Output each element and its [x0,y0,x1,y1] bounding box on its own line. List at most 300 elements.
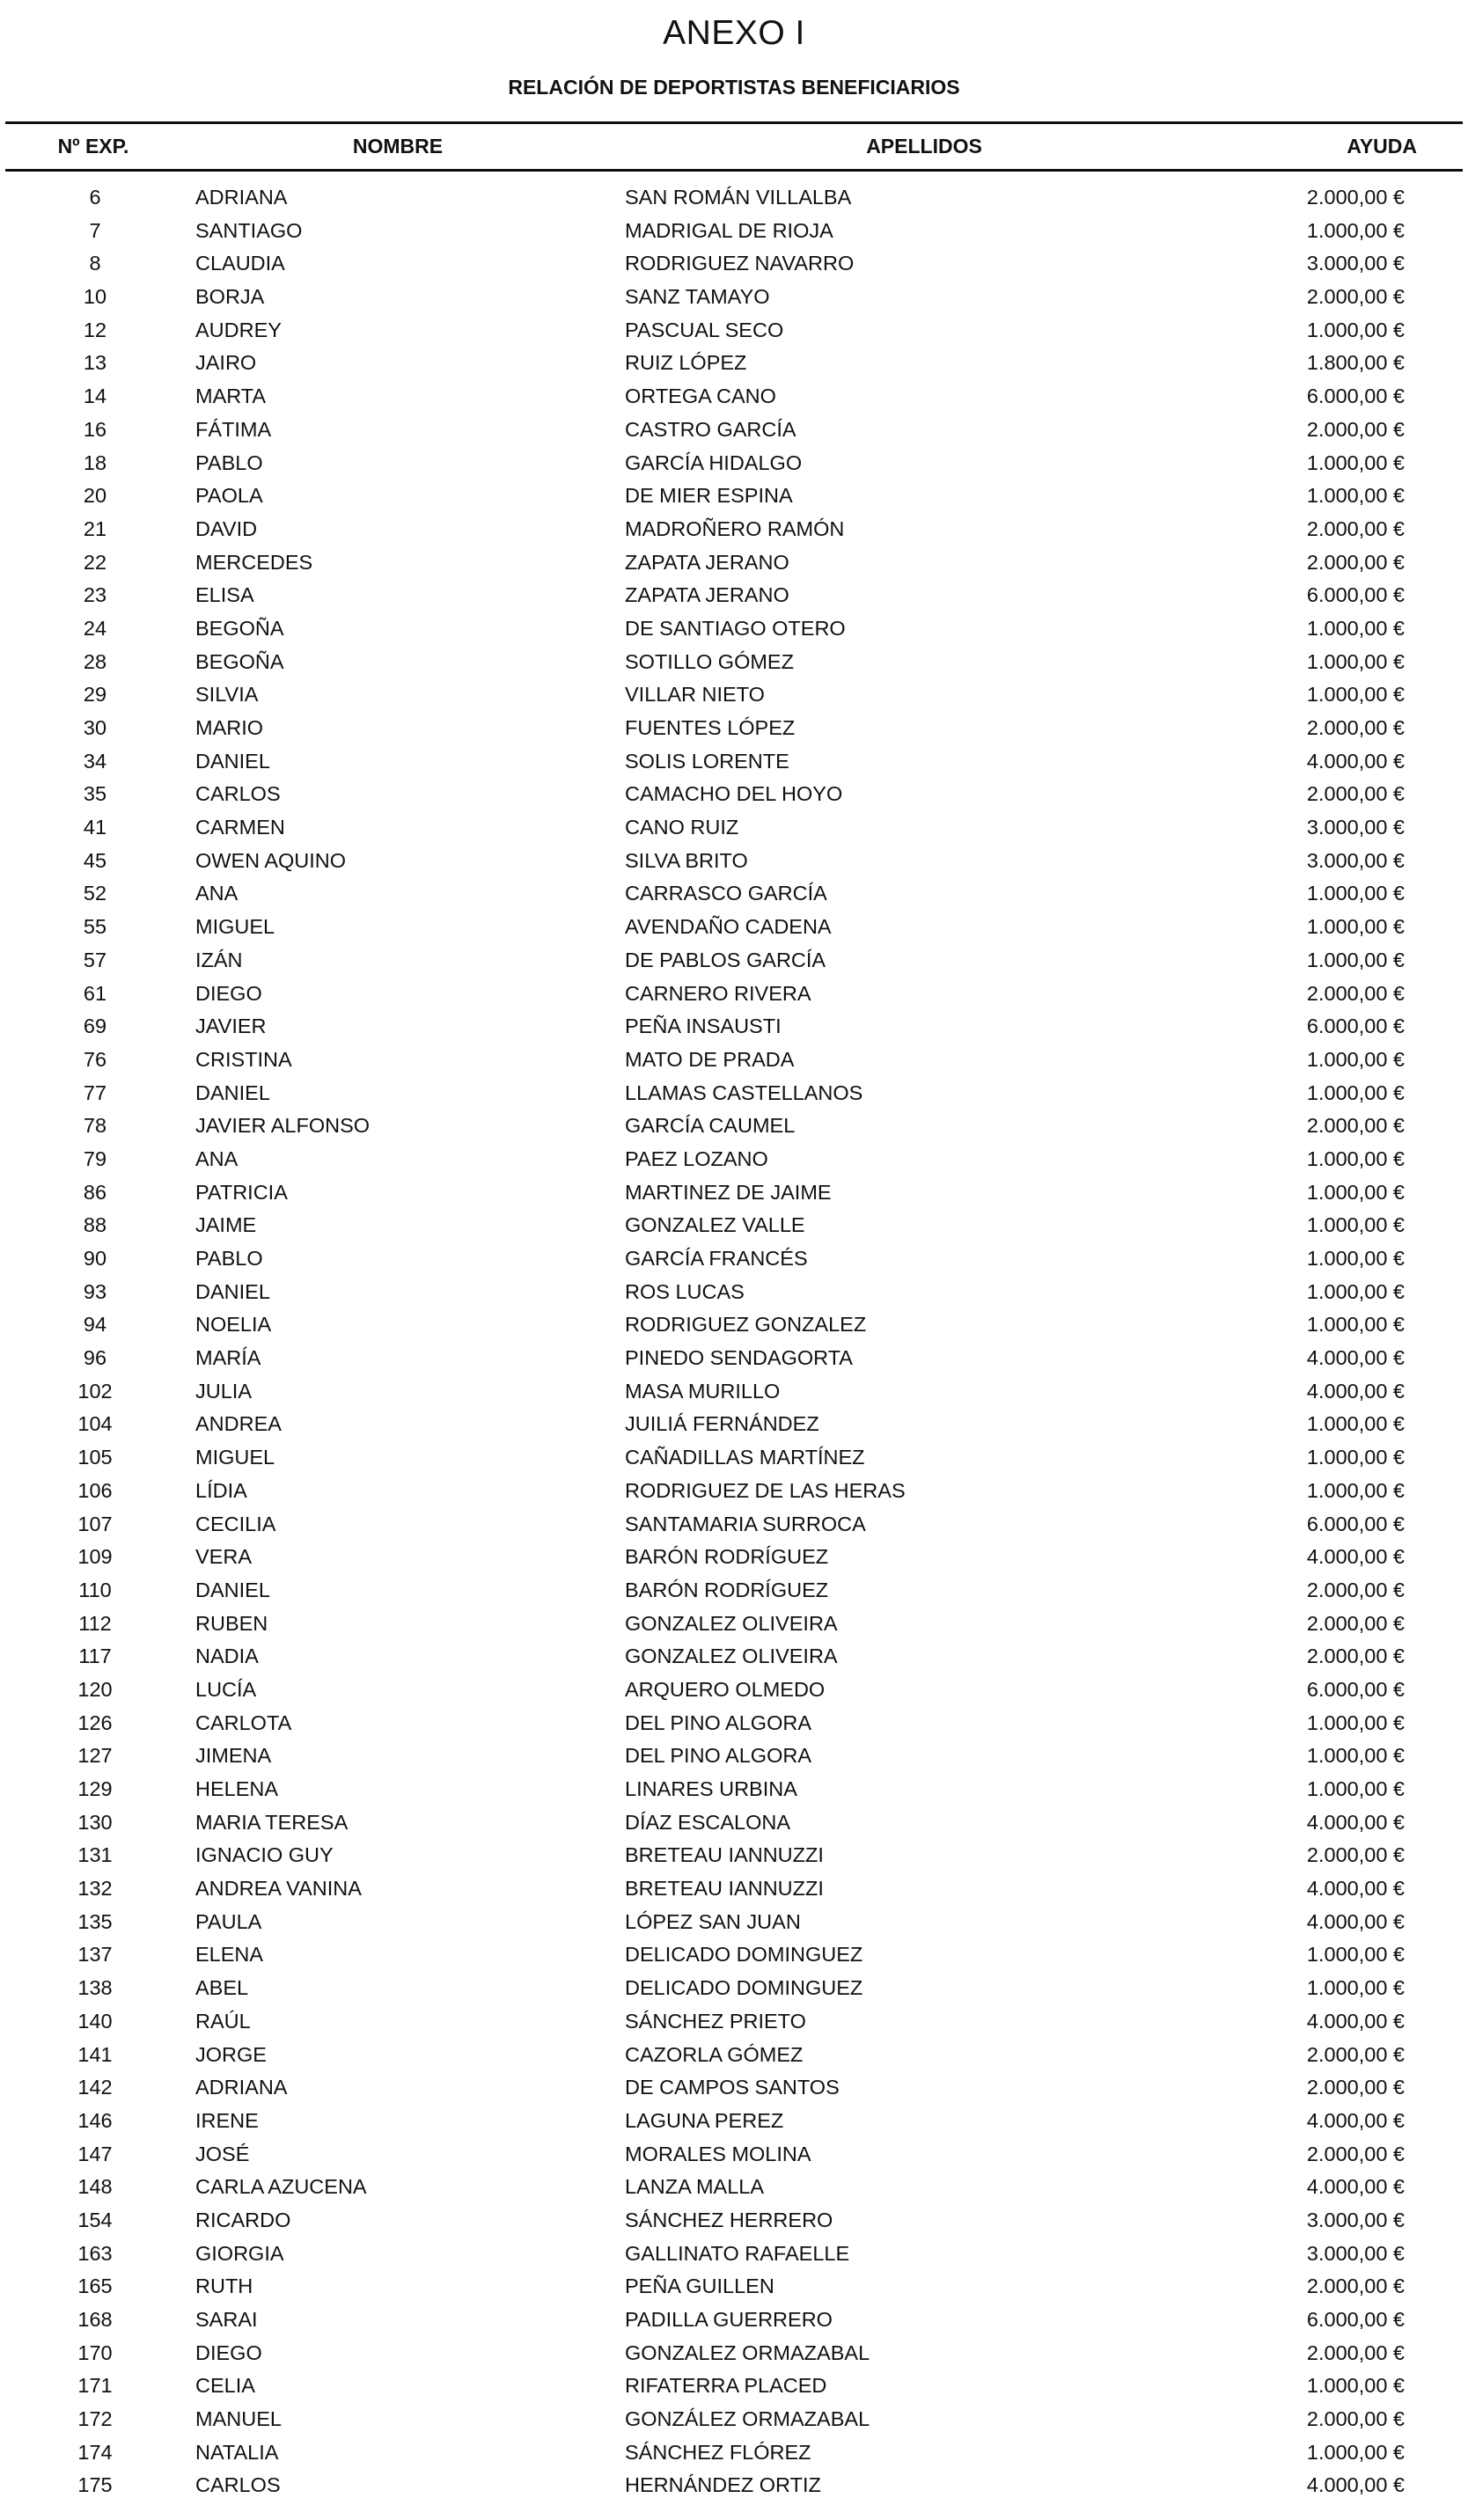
cell-ayuda: 2.000,00 € [1306,981,1405,1005]
header-ayuda: AYUDA [1347,135,1417,158]
cell-ayuda: 6.000,00 € [1306,1677,1405,1701]
cell-nombre: NADIA [195,1645,259,1668]
cell-nombre: PAULA [195,1909,262,1933]
cell-num-exp: 148 [77,2175,113,2199]
cell-nombre: LÍDIA [195,1478,247,1502]
cell-nombre: CARLOTA [195,1711,292,1734]
cell-nombre: ANDREA VANINA [195,1877,362,1901]
cell-num-exp: 24 [83,616,107,640]
cell-apellidos: PADILLA GUERRERO [625,2308,833,2331]
cell-apellidos: SÁNCHEZ HERRERO [625,2208,833,2231]
cell-num-exp: 146 [77,2108,113,2132]
cell-num-exp: 129 [77,1777,113,1800]
table-row [0,546,1468,580]
cell-nombre: BEGOÑA [195,649,284,673]
cell-num-exp: 30 [83,716,107,739]
cell-num-exp: 93 [83,1279,107,1303]
cell-num-exp: 94 [83,1313,107,1337]
cell-apellidos: SÁNCHEZ FLÓREZ [625,2440,811,2464]
table-row [0,2171,1468,2204]
table-row [0,2105,1468,2138]
cell-nombre: OWEN AQUINO [195,848,347,872]
cell-num-exp: 131 [77,1843,113,1867]
cell-ayuda: 1.000,00 € [1306,948,1405,971]
cell-ayuda: 4.000,00 € [1306,2009,1405,2033]
cell-ayuda: 2.000,00 € [1306,516,1405,540]
cell-apellidos: GARCÍA HIDALGO [625,451,803,474]
cell-apellidos: SANTAMARIA SURROCA [625,1512,866,1535]
cell-num-exp: 20 [83,484,107,508]
cell-num-exp: 79 [83,1146,107,1170]
cell-ayuda: 1.000,00 € [1306,915,1405,939]
cell-num-exp: 138 [77,1976,113,2000]
cell-ayuda: 1.000,00 € [1306,1711,1405,1734]
cell-ayuda: 4.000,00 € [1306,1877,1405,1901]
cell-num-exp: 141 [77,2042,113,2066]
cell-apellidos: CAZORLA GÓMEZ [625,2042,804,2066]
cell-ayuda: 1.000,00 € [1306,1180,1405,1204]
cell-nombre: CRISTINA [195,1047,292,1071]
cell-ayuda: 2.000,00 € [1306,2076,1405,2099]
cell-ayuda: 3.000,00 € [1306,848,1405,872]
cell-num-exp: 106 [77,1478,113,1502]
cell-apellidos: MADROÑERO RAMÓN [625,516,845,540]
cell-nombre: DIEGO [195,981,262,1005]
cell-num-exp: 109 [77,1545,113,1569]
cell-ayuda: 6.000,00 € [1306,583,1405,607]
table-row [0,2238,1468,2271]
cell-nombre: DANIEL [195,1279,270,1303]
table-row [0,1209,1468,1242]
cell-nombre: DANIEL [195,749,270,773]
table-row [0,978,1468,1011]
cell-apellidos: DEL PINO ALGORA [625,1744,812,1768]
table-row [0,911,1468,944]
table-row [0,513,1468,546]
cell-num-exp: 29 [83,683,107,707]
cell-num-exp: 102 [77,1379,113,1403]
cell-ayuda: 1.000,00 € [1306,1146,1405,1170]
cell-apellidos: JUILIÁ FERNÁNDEZ [625,1412,819,1436]
table-row [0,281,1468,314]
cell-apellidos: CASTRO GARCÍA [625,417,796,441]
cell-nombre: MANUEL [195,2407,282,2431]
cell-apellidos: BRETEAU IANNUZZI [625,1843,824,1867]
cell-apellidos: PAEZ LOZANO [625,1146,768,1170]
cell-num-exp: 18 [83,451,107,474]
table-header-rule [5,169,1463,172]
cell-apellidos: CAMACHO DEL HOYO [625,782,843,806]
cell-nombre: ADRIANA [195,186,288,209]
cell-apellidos: RODRIGUEZ DE LAS HERAS [625,1478,906,1502]
table-row [0,2270,1468,2304]
table-row [0,845,1468,878]
cell-num-exp: 104 [77,1412,113,1436]
cell-ayuda: 4.000,00 € [1306,1909,1405,1933]
cell-ayuda: 1.000,00 € [1306,1247,1405,1270]
cell-nombre: NOELIA [195,1313,272,1337]
cell-nombre: PABLO [195,1247,263,1270]
cell-apellidos: MADRIGAL DE RIOJA [625,218,833,242]
cell-num-exp: 23 [83,583,107,607]
table-row [0,1077,1468,1110]
cell-apellidos: MARTINEZ DE JAIME [625,1180,832,1204]
table-row [0,380,1468,414]
cell-nombre: JOSÉ [195,2142,250,2165]
cell-apellidos: PINEDO SENDAGORTA [625,1346,853,1370]
table-row [0,1574,1468,1608]
cell-ayuda: 4.000,00 € [1306,749,1405,773]
cell-num-exp: 163 [77,2241,113,2265]
cell-ayuda: 6.000,00 € [1306,385,1405,408]
cell-num-exp: 135 [77,1909,113,1933]
cell-num-exp: 96 [83,1346,107,1370]
cell-nombre: JAVIER [195,1015,267,1038]
cell-nombre: ANA [195,1146,239,1170]
cell-num-exp: 142 [77,2076,113,2099]
cell-apellidos: SOTILLO GÓMEZ [625,649,794,673]
cell-num-exp: 22 [83,550,107,574]
cell-ayuda: 1.000,00 € [1306,1777,1405,1800]
table-row [0,480,1468,513]
cell-nombre: MARIO [195,716,264,739]
cell-num-exp: 175 [77,2473,113,2497]
table-row [0,612,1468,646]
cell-apellidos: GONZALEZ OLIVEIRA [625,1645,838,1668]
cell-apellidos: AVENDAÑO CADENA [625,915,832,939]
cell-num-exp: 45 [83,848,107,872]
cell-num-exp: 130 [77,1810,113,1834]
cell-num-exp: 171 [77,2374,113,2398]
cell-apellidos: MASA MURILLO [625,1379,781,1403]
table-row [0,1839,1468,1872]
table-row [0,314,1468,348]
cell-apellidos: GARCÍA FRANCÉS [625,1247,808,1270]
cell-nombre: BORJA [195,285,265,309]
cell-nombre: CECILIA [195,1512,276,1535]
table-row [0,1475,1468,1508]
table-row [0,1508,1468,1542]
cell-ayuda: 1.000,00 € [1306,649,1405,673]
cell-apellidos: DEL PINO ALGORA [625,1711,812,1734]
cell-apellidos: ZAPATA JERANO [625,550,789,574]
cell-num-exp: 88 [83,1213,107,1237]
cell-ayuda: 4.000,00 € [1306,1545,1405,1569]
cell-num-exp: 16 [83,417,107,441]
cell-num-exp: 174 [77,2440,113,2464]
table-row [0,1773,1468,1806]
cell-num-exp: 13 [83,351,107,375]
table-row [0,181,1468,215]
cell-ayuda: 2.000,00 € [1306,782,1405,806]
cell-ayuda: 2.000,00 € [1306,550,1405,574]
table-row [0,447,1468,480]
cell-nombre: VERA [195,1545,252,1569]
table-row [0,2436,1468,2470]
cell-apellidos: LAGUNA PEREZ [625,2108,784,2132]
cell-ayuda: 4.000,00 € [1306,1379,1405,1403]
table-row [0,414,1468,447]
table-row [0,1608,1468,1641]
cell-ayuda: 1.000,00 € [1306,1313,1405,1337]
cell-nombre: ELENA [195,1943,264,1967]
cell-apellidos: DE MIER ESPINA [625,484,793,508]
cell-ayuda: 1.000,00 € [1306,1976,1405,2000]
cell-ayuda: 1.000,00 € [1306,1047,1405,1071]
cell-num-exp: 6 [89,186,101,209]
cell-apellidos: PEÑA INSAUSTI [625,1015,782,1038]
table-row [0,247,1468,281]
cell-num-exp: 154 [77,2208,113,2231]
table-row [0,1972,1468,2005]
cell-apellidos: CARRASCO GARCÍA [625,882,827,905]
cell-num-exp: 34 [83,749,107,773]
cell-nombre: MARÍA [195,1346,261,1370]
cell-num-exp: 35 [83,782,107,806]
table-row [0,1110,1468,1143]
cell-apellidos: BARÓN RODRÍGUEZ [625,1545,829,1569]
cell-num-exp: 52 [83,882,107,905]
table-row [0,579,1468,612]
cell-nombre: IRENE [195,2108,259,2132]
cell-ayuda: 3.000,00 € [1306,2241,1405,2265]
table-row [0,2469,1468,2502]
table-top-rule [5,121,1463,124]
cell-nombre: MARTA [195,385,267,408]
cell-nombre: PAOLA [195,484,263,508]
cell-nombre: ANA [195,882,239,905]
cell-num-exp: 140 [77,2009,113,2033]
cell-ayuda: 1.000,00 € [1306,882,1405,905]
table-row [0,2071,1468,2105]
cell-apellidos: RUIZ LÓPEZ [625,351,747,375]
table-row [0,646,1468,679]
table-row [0,811,1468,845]
cell-ayuda: 4.000,00 € [1306,2108,1405,2132]
cell-nombre: RAÚL [195,2009,251,2033]
cell-apellidos: MORALES MOLINA [625,2142,811,2165]
cell-apellidos: SAN ROMÁN VILLALBA [625,186,852,209]
cell-nombre: RUBEN [195,1611,268,1635]
cell-apellidos: DELICADO DOMINGUEZ [625,1943,863,1967]
cell-ayuda: 2.000,00 € [1306,1114,1405,1138]
cell-nombre: DIEGO [195,2341,262,2364]
cell-apellidos: GONZÁLEZ ORMAZABAL [625,2407,870,2431]
cell-ayuda: 1.000,00 € [1306,1478,1405,1502]
cell-ayuda: 1.000,00 € [1306,1446,1405,1469]
cell-nombre: RICARDO [195,2208,291,2231]
cell-num-exp: 90 [83,1247,107,1270]
cell-ayuda: 1.800,00 € [1306,351,1405,375]
cell-ayuda: 3.000,00 € [1306,252,1405,275]
cell-ayuda: 1.000,00 € [1306,683,1405,707]
table-row [0,1176,1468,1210]
cell-ayuda: 2.000,00 € [1306,2341,1405,2364]
cell-ayuda: 6.000,00 € [1306,2308,1405,2331]
cell-nombre: GIORGIA [195,2241,284,2265]
cell-ayuda: 2.000,00 € [1306,716,1405,739]
table-row [0,1541,1468,1574]
cell-num-exp: 105 [77,1446,113,1469]
cell-apellidos: LLAMAS CASTELLANOS [625,1081,863,1104]
cell-nombre: DANIEL [195,1081,270,1104]
table-row [0,1707,1468,1740]
table-row [0,1872,1468,1906]
table-row [0,1806,1468,1840]
table-row [0,778,1468,811]
cell-nombre: AUDREY [195,318,282,341]
table-row [0,745,1468,779]
cell-apellidos: GONZALEZ OLIVEIRA [625,1611,838,1635]
beneficiaries-table-body [0,181,1468,2502]
cell-num-exp: 172 [77,2407,113,2431]
cell-apellidos: DE PABLOS GARCÍA [625,948,826,971]
cell-apellidos: SOLIS LORENTE [625,749,789,773]
cell-num-exp: 117 [78,1645,112,1668]
cell-apellidos: LINARES URBINA [625,1777,797,1800]
cell-ayuda: 2.000,00 € [1306,2142,1405,2165]
cell-ayuda: 1.000,00 € [1306,2440,1405,2464]
cell-num-exp: 137 [77,1943,113,1967]
cell-nombre: LUCÍA [195,1677,257,1701]
table-header-row [0,125,1468,167]
cell-apellidos: FUENTES LÓPEZ [625,716,796,739]
cell-num-exp: 14 [83,385,107,408]
cell-ayuda: 1.000,00 € [1306,1279,1405,1303]
cell-apellidos: DE SANTIAGO OTERO [625,616,846,640]
table-row [0,1242,1468,1276]
table-row [0,1010,1468,1044]
cell-nombre: MIGUEL [195,915,275,939]
cell-apellidos: RODRIGUEZ NAVARRO [625,252,855,275]
table-row [0,1740,1468,1773]
cell-apellidos: GALLINATO RAFAELLE [625,2241,850,2265]
table-row [0,2039,1468,2072]
cell-num-exp: 110 [78,1578,112,1601]
table-row [0,2337,1468,2370]
cell-apellidos: PASCUAL SECO [625,318,784,341]
cell-nombre: ABEL [195,1976,249,2000]
cell-ayuda: 2.000,00 € [1306,2042,1405,2066]
cell-ayuda: 2.000,00 € [1306,285,1405,309]
cell-nombre: DANIEL [195,1578,270,1601]
cell-ayuda: 1.000,00 € [1306,1081,1405,1104]
cell-nombre: MIGUEL [195,1446,275,1469]
table-row [0,1906,1468,1939]
table-row [0,2370,1468,2403]
cell-apellidos: DELICADO DOMINGUEZ [625,1976,863,2000]
cell-num-exp: 170 [77,2341,113,2364]
cell-num-exp: 21 [83,516,107,540]
table-row [0,1308,1468,1342]
cell-num-exp: 107 [77,1512,113,1535]
cell-nombre: FÁTIMA [195,417,272,441]
cell-nombre: CARMEN [195,816,285,839]
cell-nombre: JAVIER ALFONSO [195,1114,371,1138]
table-row [0,712,1468,745]
cell-nombre: CLAUDIA [195,252,285,275]
cell-nombre: ADRIANA [195,2076,288,2099]
cell-num-exp: 12 [83,318,107,341]
header-apellidos: APELLIDOS [866,135,982,158]
table-row [0,1441,1468,1475]
cell-nombre: JIMENA [195,1744,272,1768]
cell-apellidos: GARCÍA CAUMEL [625,1114,796,1138]
cell-ayuda: 1.000,00 € [1306,2374,1405,2398]
table-row [0,877,1468,911]
cell-apellidos: RODRIGUEZ GONZALEZ [625,1313,867,1337]
cell-apellidos: CANO RUIZ [625,816,739,839]
cell-num-exp: 57 [83,948,107,971]
cell-nombre: CARLOS [195,2473,281,2497]
cell-num-exp: 41 [83,816,107,839]
table-row [0,2304,1468,2337]
table-row [0,2204,1468,2238]
header-num-exp: Nº EXP. [57,135,129,158]
cell-nombre: JULIA [195,1379,252,1403]
table-row [0,1408,1468,1441]
cell-nombre: PABLO [195,451,263,474]
cell-apellidos: SILVA BRITO [625,848,748,872]
cell-apellidos: ORTEGA CANO [625,385,776,408]
cell-ayuda: 4.000,00 € [1306,1346,1405,1370]
cell-num-exp: 78 [83,1114,107,1138]
cell-ayuda: 1.000,00 € [1306,451,1405,474]
cell-num-exp: 55 [83,915,107,939]
cell-apellidos: DÍAZ ESCALONA [625,1810,791,1834]
cell-apellidos: MATO DE PRADA [625,1047,795,1071]
cell-nombre: NATALIA [195,2440,279,2464]
table-row [0,2005,1468,2039]
cell-num-exp: 126 [77,1711,113,1734]
table-row [0,678,1468,712]
cell-num-exp: 61 [83,981,107,1005]
cell-apellidos: DE CAMPOS SANTOS [625,2076,840,2099]
cell-ayuda: 4.000,00 € [1306,2175,1405,2199]
cell-nombre: JAIRO [195,351,257,375]
cell-num-exp: 28 [83,649,107,673]
table-row [0,215,1468,248]
cell-num-exp: 7 [89,218,101,242]
cell-nombre: SILVIA [195,683,259,707]
cell-ayuda: 1.000,00 € [1306,218,1405,242]
cell-ayuda: 2.000,00 € [1306,186,1405,209]
cell-nombre: JAIME [195,1213,257,1237]
cell-ayuda: 1.000,00 € [1306,1744,1405,1768]
cell-apellidos: GONZALEZ VALLE [625,1213,805,1237]
cell-apellidos: LANZA MALLA [625,2175,765,2199]
cell-nombre: CELIA [195,2374,255,2398]
cell-apellidos: HERNÁNDEZ ORTIZ [625,2473,821,2497]
cell-ayuda: 2.000,00 € [1306,417,1405,441]
table-row [0,944,1468,978]
cell-ayuda: 3.000,00 € [1306,816,1405,839]
cell-num-exp: 147 [77,2142,113,2165]
cell-num-exp: 77 [83,1081,107,1104]
page-title: ANEXO I [663,14,805,52]
cell-ayuda: 2.000,00 € [1306,2275,1405,2298]
table-row [0,1375,1468,1409]
table-row [0,1276,1468,1309]
cell-ayuda: 2.000,00 € [1306,1578,1405,1601]
cell-num-exp: 86 [83,1180,107,1204]
table-row [0,1938,1468,1972]
cell-ayuda: 6.000,00 € [1306,1015,1405,1038]
cell-num-exp: 69 [83,1015,107,1038]
cell-nombre: CARLOS [195,782,281,806]
cell-ayuda: 4.000,00 € [1306,2473,1405,2497]
table-row [0,1143,1468,1176]
